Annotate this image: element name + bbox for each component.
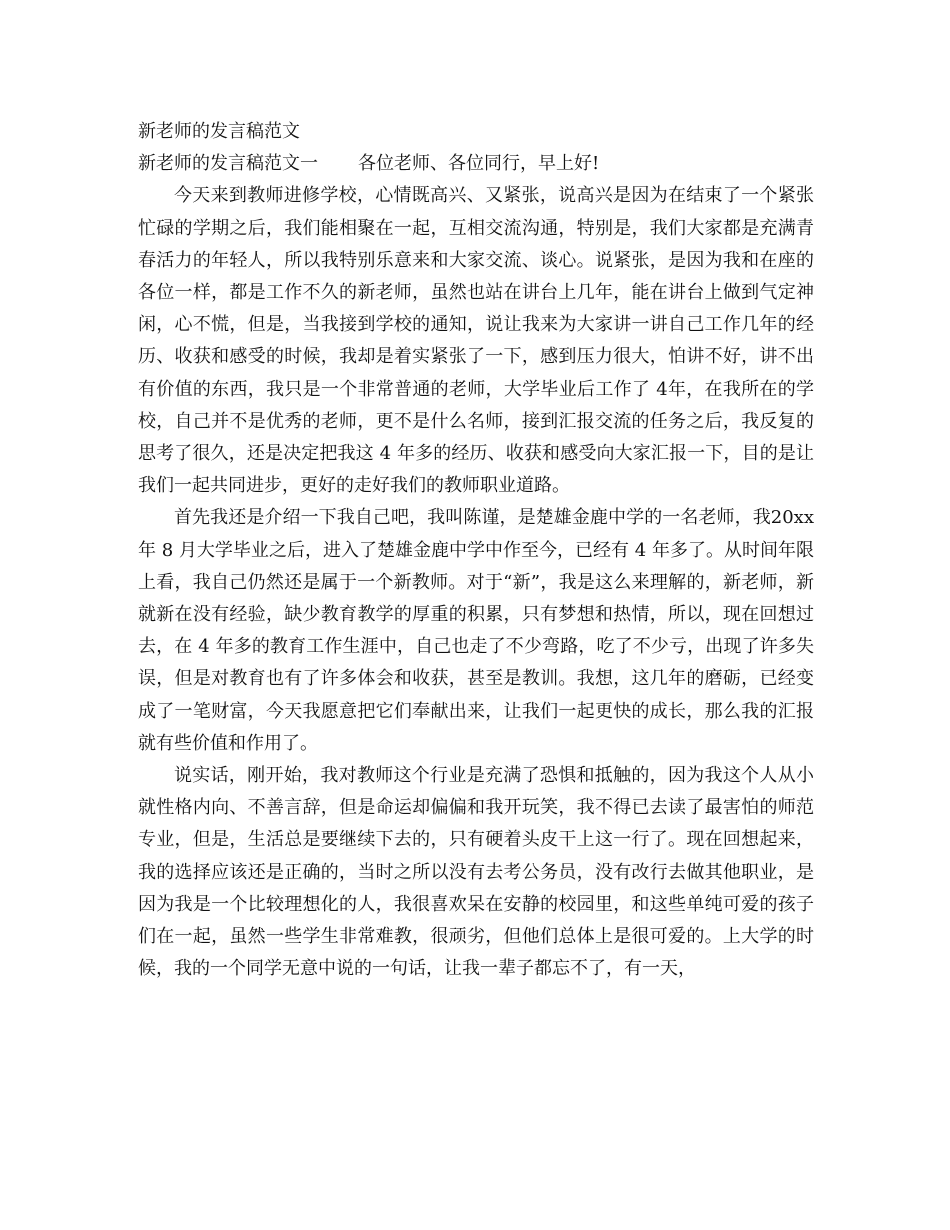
paragraph-3: 说实话，刚开始，我对教师这个行业是充满了恐惧和抵触的，因为我这个人从小就性格内向、不善言辞，但是命运却偏偏和我开玩笑，我不得已去读了最害怕的师范专业，但是，生活总是要继续下去的，只有硬着头皮干上这一行了。现在回想起来，我的选择应该还是正确的，当时之所以没有去考公务员，没有改行去做其他职业，是因为我是一个比较理想化的人，我很喜欢呆在安静的校园里，和这些单纯可爱的孩子们在一起，虽然一些学生非常难教，很顽劣，但他们总体上是很可爱的。上大学的时候，我的一个同学无意中说的一句话，让我一辈子都忘不了，有一天，: [138, 765, 814, 980]
document-subtitle: 新老师的发言稿范文一: [138, 153, 318, 175]
document-title: 新老师的发言稿范文: [138, 121, 300, 142]
paragraph-1: 今天来到教师进修学校，心情既高兴、又紧张，说高兴是因为在结束了一个紧张忙碌的学期之后，我们能相聚在一起，互相交流沟通，特别是，我们大家都是充满青春活力的年轻人，所以我特别乐意来和大家交流、谈心。说紧张，是因为我和在座的各位一样，都是工作不久的新老师，虽然也站在讲台上几年，能在讲台上做到气定神闲，心不慌，但是，当我接到学校的通知，说让我来为大家讲一讲自己工作几年的经历、收获和感受的时候，我却是着实紧张了一下，感到压力很大，怕讲不好，讲不出有价值的东西，我只是一个非常普通的老师，大学毕业后工作了 4年，在我所在的学校，自己并不是优秀的老师，更不是什么名师，接到汇报交流的任务之后，我反复的思考了很久，还是决定把我这 4 年多的经历、收获和感受向大家汇报一下，目的是让我们一起共同进步，更好的走好我们的教师职业道路。: [138, 185, 814, 497]
greeting: 各位老师、各位同行，早上好!: [358, 153, 600, 175]
subtitle-line: [138, 148, 814, 180]
paragraph-2: 首先我还是介绍一下我自己吧，我叫陈谨，是楚雄金鹿中学的一名老师，我20xx 年 8 月大学毕业之后，进入了楚雄金鹿中学中作至今，已经有 4 年多了。从时间年限上看，我自己仍然还是属于一个新教师。对于“新”，我是这么来理解的，新老师，新就新在没有经验，缺少教育教学的厚重的积累，只有梦想和热情，所以，现在回想过去，在 4 年多的教育工作生涯中，自己也走了不少弯路，吃了不少亏，出现了许多失误，但是对教育也有了许多体会和收获，甚至是教训。我想，这几年的磨砺，已经变成了一笔财富，今天我愿意把它们奉献出来，让我们一起更快的成长，那么我的汇报就有些价值和作用了。: [138, 507, 814, 754]
document-body: [138, 116, 814, 985]
